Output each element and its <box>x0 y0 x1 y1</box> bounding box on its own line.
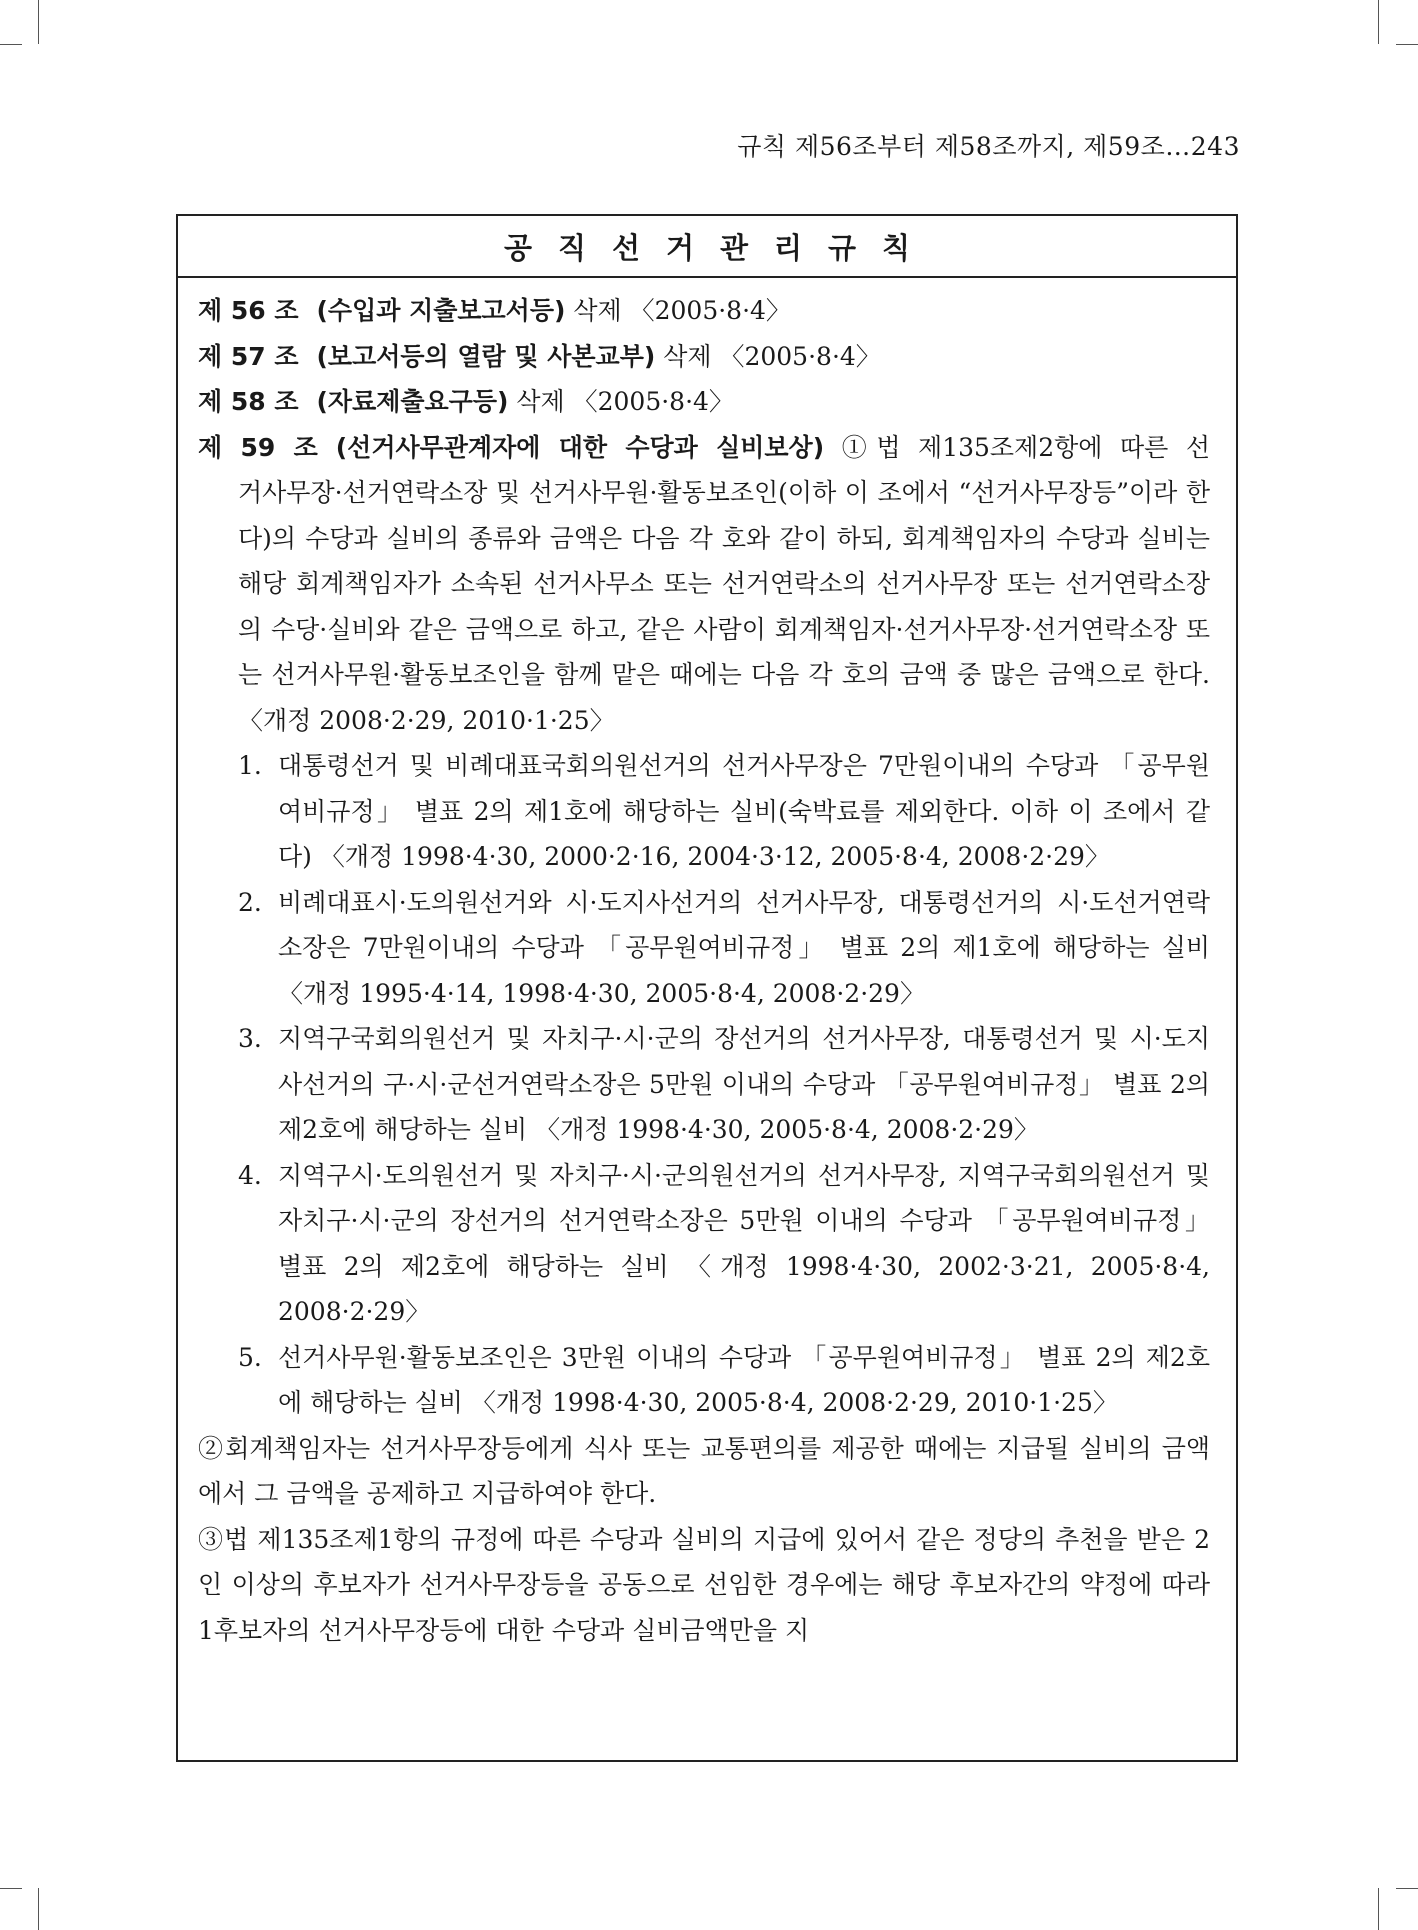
article-text: 삭제 〈2005·8·4〉 <box>663 341 881 371</box>
crop-mark-top-left-v <box>38 0 39 44</box>
item-number: 1. <box>238 751 262 780</box>
box-body <box>178 278 1236 1653</box>
item-text: 지역구시·도의원선거 및 자치구·시·군의원선거의 선거사무장, 지역구국회의원선거 및 자치구·시·군의 장선거의 선거연락소장은 5만원 이내의 수당과 「공무원여비규정」 별표 2의 제2호에 해당하는 실비 〈개정 1998·4·30, 2002·3·21, 2005·8·4, 2008·2·29〉 <box>278 1160 1210 1326</box>
crop-mark-top-right-h <box>1396 44 1418 45</box>
article-number: 제 59 조 <box>198 432 318 462</box>
article-number: 제 57 조 <box>198 341 299 371</box>
article-title: (선거사무관계자에 대한 수당과 실비보상) <box>335 432 825 462</box>
crop-mark-bottom-right-v <box>1378 1888 1379 1930</box>
crop-mark-top-left-h <box>0 44 22 45</box>
paragraph-3: ③법 제135조제1항의 규정에 따른 수당과 실비의 지급에 있어서 같은 정당의 추천을 받은 2인 이상의 후보자가 선거사무장등을 공동으로 선임한 경우에는 해당 후보자간의 약정에 따라 1후보자의 선거사무장등에 대한 수당과 실비금액만을 지 <box>198 1524 1210 1645</box>
article-57 <box>198 334 1210 380</box>
item-text: 대통령선거 및 비례대표국회의원선거의 선거사무장은 7만원이내의 수당과 「공무원여비규정」 별표 2의 제1호에 해당하는 실비(숙박료를 제외한다. 이하 이 조에서 같다) 〈개정 1998·4·30, 2000·2·16, 2004·3·12, 2005·8·4, 2008·2·29〉 <box>278 751 1210 871</box>
article-59-body: 거사무장·선거연락소장 및 선거사무원·활동보조인(이하 이 조에서 “선거사무장등”이라 한다)의 수당과 실비의 종류와 금액은 다음 각 호와 같이 하되, 회계책임자의 수당과 실비는 해당 회계책임자가 소속된 선거사무소 또는 선거연락소의 선거사무장 또는 선거연락소장의 수당·실비와 같은 금액으로 하고, 같은 사람이 회계책임자·선거사무장·선거연락소장 또는 선거사무원·활동보조인을 함께 맡은 때에는 다음 각 호의 금액 중 많은 금액으로 한다. 〈개정 2008·2·29, 2010·1·25〉 <box>238 478 1210 735</box>
list-item <box>238 1016 1210 1153</box>
article-text: 삭제 〈2005·8·4〉 <box>516 387 734 416</box>
item-number: 5. <box>238 1342 262 1372</box>
article-56 <box>198 288 1210 334</box>
crop-mark-bottom-left-v <box>38 1888 39 1930</box>
item-text: 선거사무원·활동보조인은 3만원 이내의 수당과 「공무원여비규정」 별표 2의 제2호에 해당하는 실비 〈개정 1998·4·30, 2005·8·4, 2008·2·29, 2010·1·25〉 <box>278 1342 1210 1417</box>
paragraph-2: ②회계책임자는 선거사무장등에게 식사 또는 교통편의를 제공한 때에는 지급될 실비의 금액에서 그 금액을 공제하고 지급하여야 한다. <box>198 1433 1210 1508</box>
crop-mark-bottom-right-h <box>1396 1888 1418 1889</box>
crop-mark-top-right-v <box>1378 0 1379 44</box>
article-title: (보고서등의 열람 및 사본교부) <box>316 341 656 371</box>
item-number: 3. <box>238 1024 262 1053</box>
article-title: (자료제출요구등) <box>316 387 509 416</box>
item-number: 2. <box>238 887 262 917</box>
article-number: 제 58 조 <box>198 387 299 416</box>
article-text: 삭제 〈2005·8·4〉 <box>573 296 791 325</box>
article-59 <box>198 425 1210 471</box>
item-number: 4. <box>238 1160 262 1190</box>
list-item <box>238 1335 1210 1426</box>
list-item <box>238 880 1210 1017</box>
box-title: 공직선거관리규칙 <box>178 216 1236 278</box>
article-58 <box>198 379 1210 425</box>
article-lead: ①법 제135조제2항에 따른 선 <box>841 432 1210 462</box>
item-text: 비례대표시·도의원선거와 시·도지사선거의 선거사무장, 대통령선거의 시·도선거연락소장은 7만원이내의 수당과 「공무원여비규정」 별표 2의 제1호에 해당하는 실비 〈개정 1995·4·14, 1998·4·30, 2005·8·4, 2008·2·29〉 <box>278 887 1210 1008</box>
regulation-box <box>176 214 1238 1762</box>
item-text: 지역구국회의원선거 및 자치구·시·군의 장선거의 선거사무장, 대통령선거 및 시·도지사선거의 구·시·군선거연락소장은 5만원 이내의 수당과 「공무원여비규정」 별표 2의 제2호에 해당하는 실비 〈개정 1998·4·30, 2005·8·4, 2008·2·29〉 <box>278 1024 1210 1144</box>
list-item <box>238 743 1210 880</box>
list-item <box>238 1153 1210 1335</box>
running-header: 규칙 제56조부터 제58조까지, 제59조…243 <box>737 132 1240 161</box>
article-number: 제 56 조 <box>198 296 299 325</box>
crop-mark-bottom-left-h <box>0 1888 22 1889</box>
article-title: (수입과 지출보고서등) <box>316 296 566 325</box>
